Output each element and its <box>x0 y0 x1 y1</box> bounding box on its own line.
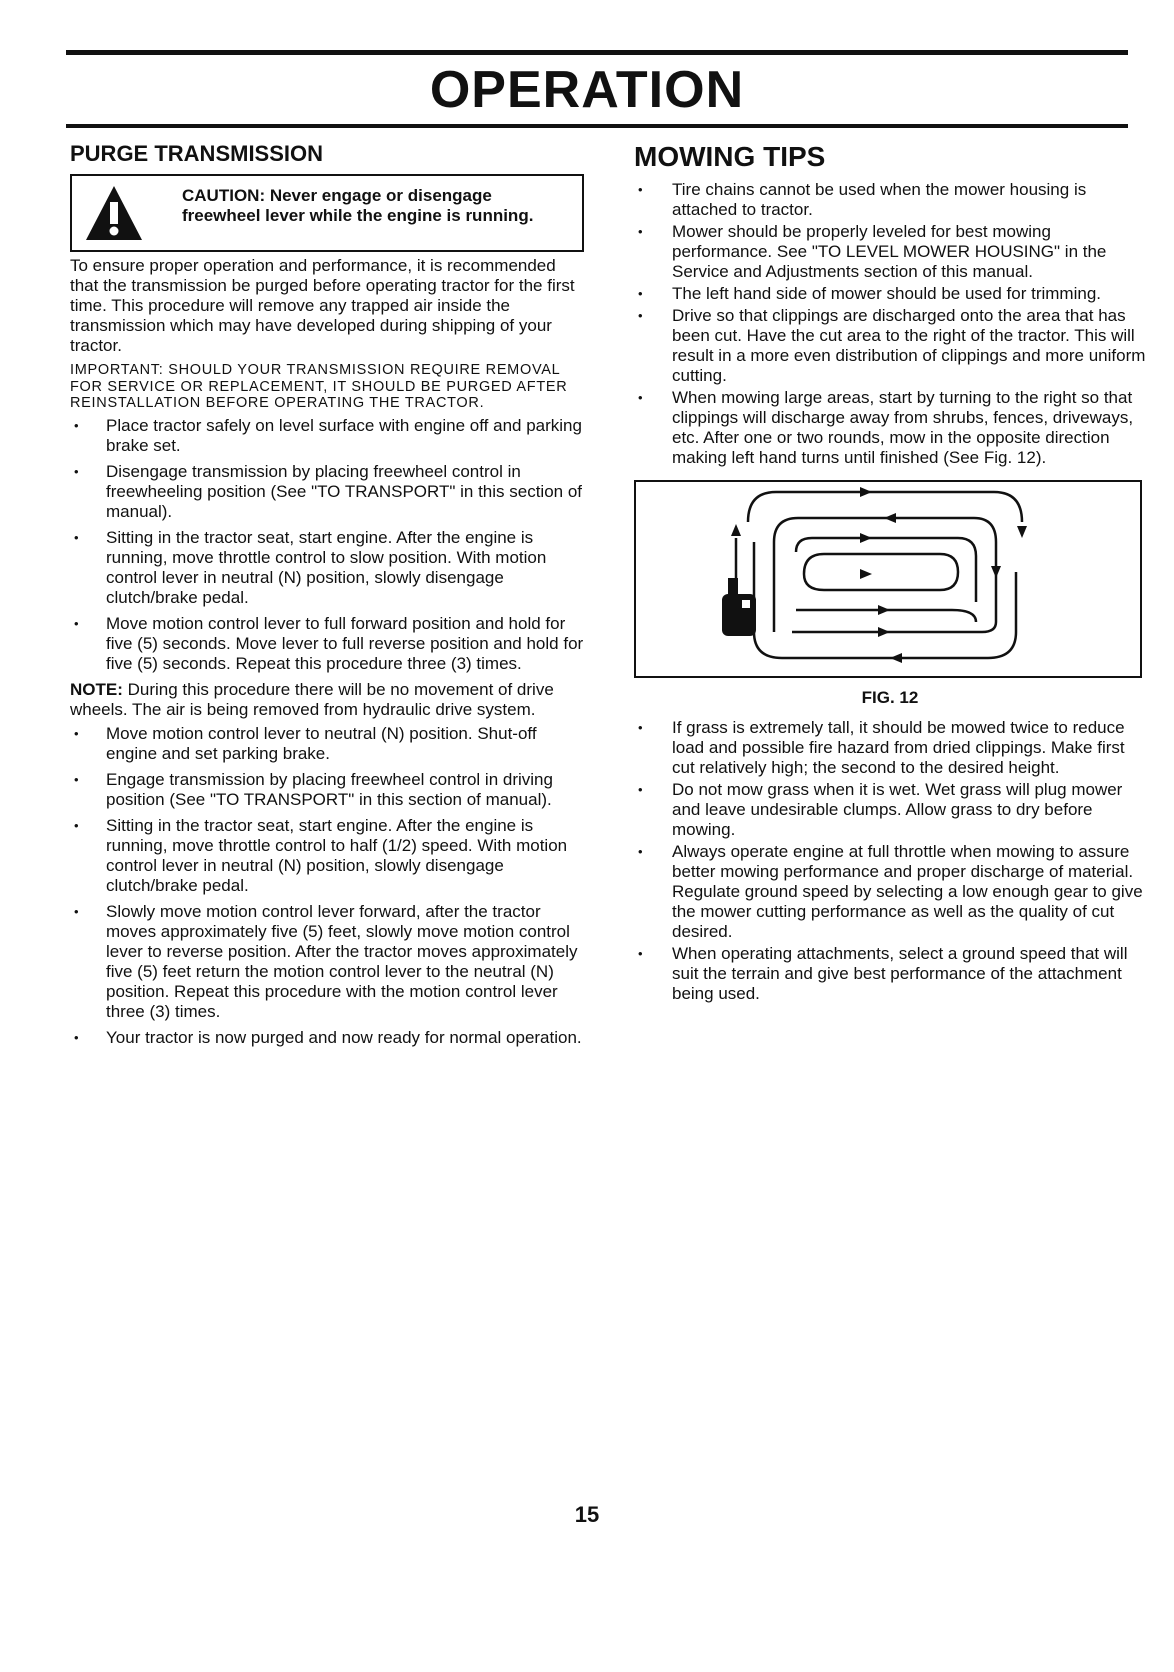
purge-transmission-heading: PURGE TRANSMISSION <box>70 141 324 166</box>
list-item: • Your tractor is now purged and now ready for normal operation. <box>70 1028 588 1048</box>
page-title: OPERATION <box>429 61 745 119</box>
list-item: • Move motion control lever to neutral (N) position. Shut-off engine and set parking brake. <box>70 724 588 764</box>
note-paragraph <box>70 680 588 720</box>
mowing-pattern-figure <box>634 480 1142 678</box>
list-item: • Do not mow grass when it is wet. Wet grass will plug mower and leave undesirable clumps. Allow grass to dry before mowing. <box>634 780 1146 840</box>
top-rule <box>66 50 1128 55</box>
mowing-tips-list-a <box>634 180 1146 468</box>
caution-text: CAUTION: Never engage or disengage freewheel lever while the engine is running. <box>182 186 534 225</box>
list-item: • Move motion control lever to full forward position and hold for five (5) seconds. Move lever to full reverse position and hold for five (5) seconds. Repeat this procedure three (3) times. <box>70 614 588 674</box>
list-item: • If grass is extremely tall, it should be mowed twice to reduce load and possible fire hazard from dried clippings. Make first cut relatively high; the second to the desired height. <box>634 718 1146 778</box>
mowing-pattern-diagram <box>636 482 1140 676</box>
purge-steps-list-b <box>70 724 588 1048</box>
list-item: • Drive so that clippings are discharged onto the area that has been cut. Have the cut area to the right of the tractor. This will result in a more even distribution of clippings and more uniform cutting. <box>634 306 1146 386</box>
purge-intro-paragraph: To ensure proper operation and performance, it is recommended that the transmission be purged before operating tractor for the first time. This procedure will remove any trapped air inside the transmission which may have developed during shipping of your tractor. <box>70 256 575 355</box>
note-label: NOTE: <box>70 679 123 699</box>
figure-caption: FIG. 12 <box>861 688 919 707</box>
list-item: • Sitting in the tractor seat, start engine. After the engine is running, move throttle control to slow position. With motion control lever in neutral (N) position, slowly disengage clutch/brake pedal. <box>70 528 588 608</box>
title-underline <box>66 124 1128 128</box>
list-item: • Disengage transmission by placing freewheel control in freewheeling position (See "TO TRANSPORT" in this section of manual). <box>70 462 588 522</box>
caution-box <box>70 174 584 252</box>
purge-steps-list-a <box>70 416 588 674</box>
list-item: • Engage transmission by placing freewheel control in driving position (See "TO TRANSPORT" in this section of manual). <box>70 770 588 810</box>
purge-transmission-section <box>70 140 588 1054</box>
list-item: • Mower should be properly leveled for best mowing performance. See "TO LEVEL MOWER HOUSING" in the Service and Adjustments section of this manual. <box>634 222 1146 282</box>
list-item: • Slowly move motion control lever forward, after the tractor moves approximately five (5) feet, slowly move motion control lever to reverse position. After the tractor moves approximately five (5) feet return the motion control lever to the neutral (N) position. Repeat this procedure with the motion control lever three (3) times. <box>70 902 588 1022</box>
list-item: • The left hand side of mower should be used for trimming. <box>634 284 1146 304</box>
mowing-tips-list-b <box>634 718 1146 1004</box>
list-item: • Place tractor safely on level surface with engine off and parking brake set. <box>70 416 588 456</box>
mowing-tips-heading: MOWING TIPS <box>634 141 826 172</box>
list-item: • When mowing large areas, start by turning to the right so that clippings will discharge away from shrubs, fences, driveways, etc. After one or two rounds, mow in the opposite direction making left hand turns until finished (See Fig. 12). <box>634 388 1146 468</box>
list-item: • Tire chains cannot be used when the mower housing is attached to tractor. <box>634 180 1146 220</box>
important-notice: IMPORTANT: SHOULD YOUR TRANSMISSION REQUIRE REMOVAL FOR SERVICE OR REPLACEMENT, IT SHOULD BE PURGED AFTER REINSTALLATION BEFORE OPERATING THE TRACTOR. <box>70 362 568 411</box>
list-item: • Sitting in the tractor seat, start engine. After the engine is running, move throttle control to half (1/2) speed. With motion control lever in neutral (N) position, slowly disengage clutch/brake pedal. <box>70 816 588 896</box>
mowing-tips-section <box>634 140 1146 1006</box>
tractor-icon <box>722 578 756 636</box>
page-number: 15 <box>574 1502 600 1527</box>
list-item: • When operating attachments, select a ground speed that will suit the terrain and give best performance of the attachment being used. <box>634 944 1146 1004</box>
list-item: • Always operate engine at full throttle when mowing to assure better mowing performance and proper discharge of material. Regulate ground speed by selecting a low enough gear to give the mower cutting performance as well as the quality of cut desired. <box>634 842 1146 942</box>
warning-triangle-icon <box>84 184 144 242</box>
note-text: During this procedure there will be no movement of drive wheels. The air is being removed from hydraulic drive system. <box>70 679 554 719</box>
